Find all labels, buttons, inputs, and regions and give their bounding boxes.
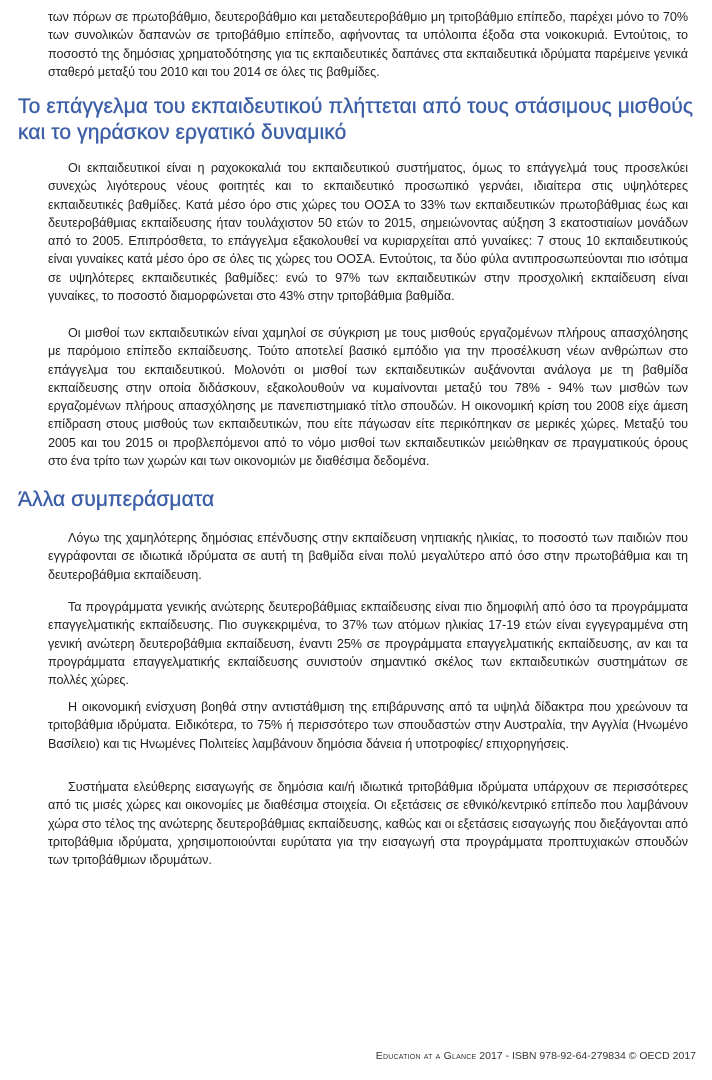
paragraph-admission-systems: Συστήματα ελεύθερης εισαγωγής σε δημόσια και/ή ιδιωτικά τριτοβάθμια ιδρύματα υπάρχουν σε περισσότερες από τις μισές χώρες και οικονομίες με διαθέσιμα στοιχεία. Οι εξετάσεις σε εθνικό/κεντρικό επίπεδο που λαμβάνουν χώρα στο τέλος της ανώτερης δευτεροβάθμιας εκπαίδευσης, καθώς και οι εξετάσεις εισαγωγής που διεξάγονται από τριτοβάθμια ιδρύματα, χρησιμοποιούνται ευρύτατα για την εισαγωγή στα προγράμματα προπτυχιακών σπουδών των τριτοβάθμιων ιδρυμάτων. bbox=[48, 780, 688, 868]
paragraph-early-childhood: Λόγω της χαμηλότερης δημόσιας επένδυσης στην εκπαίδευση νηπιακής ηλικίας, το ποσοστό των παιδιών που εγγράφονται σε ιδιωτικά ιδρύματα σε αυτή τη βαθμίδα είναι πολύ μεγαλύτερο από όσο στην πρωτοβάθμια και τη δευτεροβάθμια εκπαίδευση. bbox=[48, 531, 688, 582]
page-footer bbox=[360, 1050, 696, 1062]
section-heading-other-findings: Άλλα συμπεράσματα bbox=[18, 488, 215, 511]
paragraph-financial-support: Η οικονομική ενίσχυση βοηθά στην αντιστάθμιση της επιβάρυνσης από τα υψηλά δίδακτρα που χρεώνουν τα τριτοβάθμια ιδρύματα. Ειδικότερα, το 75% ή περισσότερο των σπουδαστών στην Αυστραλία, την Αγγλία (Ηνωμένο Βασίλειο) και τις Ηνωμένες Πολιτείες λαμβάνουν δημόσια δάνεια ή υποτροφίες/ επιχορηγήσεις. bbox=[48, 700, 688, 751]
paragraph-teachers-age-gender: Οι εκπαιδευτικοί είναι η ραχοκοκαλιά του εκπαιδευτικού συστήματος, όμως το επάγγελμά τους προσελκύει συνεχώς λιγότερους νέους φοιτητές και το εκπαιδευτικό προσωπικό γερνάει, ιδιαίτερα στις υψηλότερες εκπαιδευτικές βαθμίδες. Κατά μέσο όρο στις χώρες του ΟΟΣΑ το 33% των εκπαιδευτικών πρωτοβάθμιας έως και δευτεροβάθμιας εκπαίδευσης ήταν τουλάχιστον 50 ετών το 2015, σημειώνοντας αύξηση 3 εκατοστιαίων μονάδων από το 2005. Επιπρόσθετα, το επάγγελμα εξακολουθεί να κυριαρχείται από γυναίκες: 7 στους 10 εκπαιδευτικούς είναι γυναίκες κατά μέσο όρο σε όλες τις χώρες του ΟΟΣΑ. Εντούτοις, τα δύο φύλα αντιπροσωπεύονται πιο ισότιμα σε υψηλότερες εκπαιδευτικές βαθμίδες: ενώ το 97% των εκπαιδευτικών στην προσχολική εκπαίδευση είναι γυναίκες, το ποσοστό διαμορφώνεται στο 43% στην τριτοβάθμια βαθμίδα. bbox=[48, 161, 688, 304]
intro-paragraph: των πόρων σε πρωτοβάθμιο, δευτεροβάθμιο και μεταδευτεροβάθμιο μη τριτοβάθμιο επίπεδο, παρέχει μόνο το 70% των συνολικών δαπανών σε τριτοβάθμιο επίπεδο, αφήνοντας τα υπόλοιπα έξοδα στα νοικοκυριά. Εντούτοις, το ποσοστό της δημόσιας χρηματοδότησης για τις εκπαιδευτικές δαπάνες στα εκπαιδευτικά ιδρύματα παρέμεινε γενικά σταθερό μεταξύ του 2010 και του 2014 σε όλες τις βαθμίδες. bbox=[48, 10, 688, 79]
section-heading-teaching-profession: Το επάγγελμα του εκπαιδευτικού πλήττεται από τους στάσιμους μισθούς και το γηράσκον εργατικό δυναμικό bbox=[18, 95, 694, 144]
footer-publication-title: Education at a Glance bbox=[375, 1050, 477, 1062]
paragraph-teachers-salaries: Οι μισθοί των εκπαιδευτικών είναι χαμηλοί σε σύγκριση με τους μισθούς εργαζομένων πλήρους απασχόλησης με παρόμοιο επίπεδο εκπαίδευσης. Τούτο αποτελεί βασικό εμπόδιο για την προσέλκυση νέων ανθρώπων στο επάγγελμα του εκπαιδευτικού. Μολονότι οι μισθοί των εκπαιδευτικών αυξάνονται ανάλογα με τη βαθμίδα εκπαίδευσης στην οποία διδάσκουν, εξακολουθούν να κυμαίνονται μεταξύ του 78% - 94% των μισθών των εργαζομένων πλήρους απασχόλησης με πανεπιστημιακό τίτλο σπουδών. Η οικονομική κρίση του 2008 είχε άμεση επίδραση στους μισθούς των εκπαιδευτικών, που είτε πάγωσαν είτε περικόπηκαν σε μερικές χώρες. Μεταξύ του 2005 και του 2015 οι προβλεπόμενοι από το νόμο μισθοί των εκπαιδευτικών μειώθηκαν σε πραγματικούς όρους στο ένα τρίτο των χωρών και των οικονομιών με διαθέσιμα δεδομένα. bbox=[48, 326, 688, 469]
footer-isbn-copyright: 2017 - ISBN 978-92-64-279834 © OECD 2017 bbox=[476, 1050, 696, 1062]
paragraph-upper-secondary: Τα προγράμματα γενικής ανώτερης δευτεροβάθμιας εκπαίδευσης είναι πιο δημοφιλή από όσο τα προγράμματα επαγγελματικής εκπαίδευσης. Πιο συγκεκριμένα, το 37% των ατόμων ηλικίας 17-19 ετών είναι εγγεγραμμένα στη γενική ανώτερη δευτεροβάθμια εκπαίδευση, έναντι 25% σε προγράμματα επαγγελματικής εκπαίδευσης, αν και τα προγράμματα επαγγελματικής εκπαίδευσης συνιστούν σημαντικό σκέλος των εκπαιδευτικών συστημάτων σε πολλές χώρες. bbox=[48, 600, 688, 688]
